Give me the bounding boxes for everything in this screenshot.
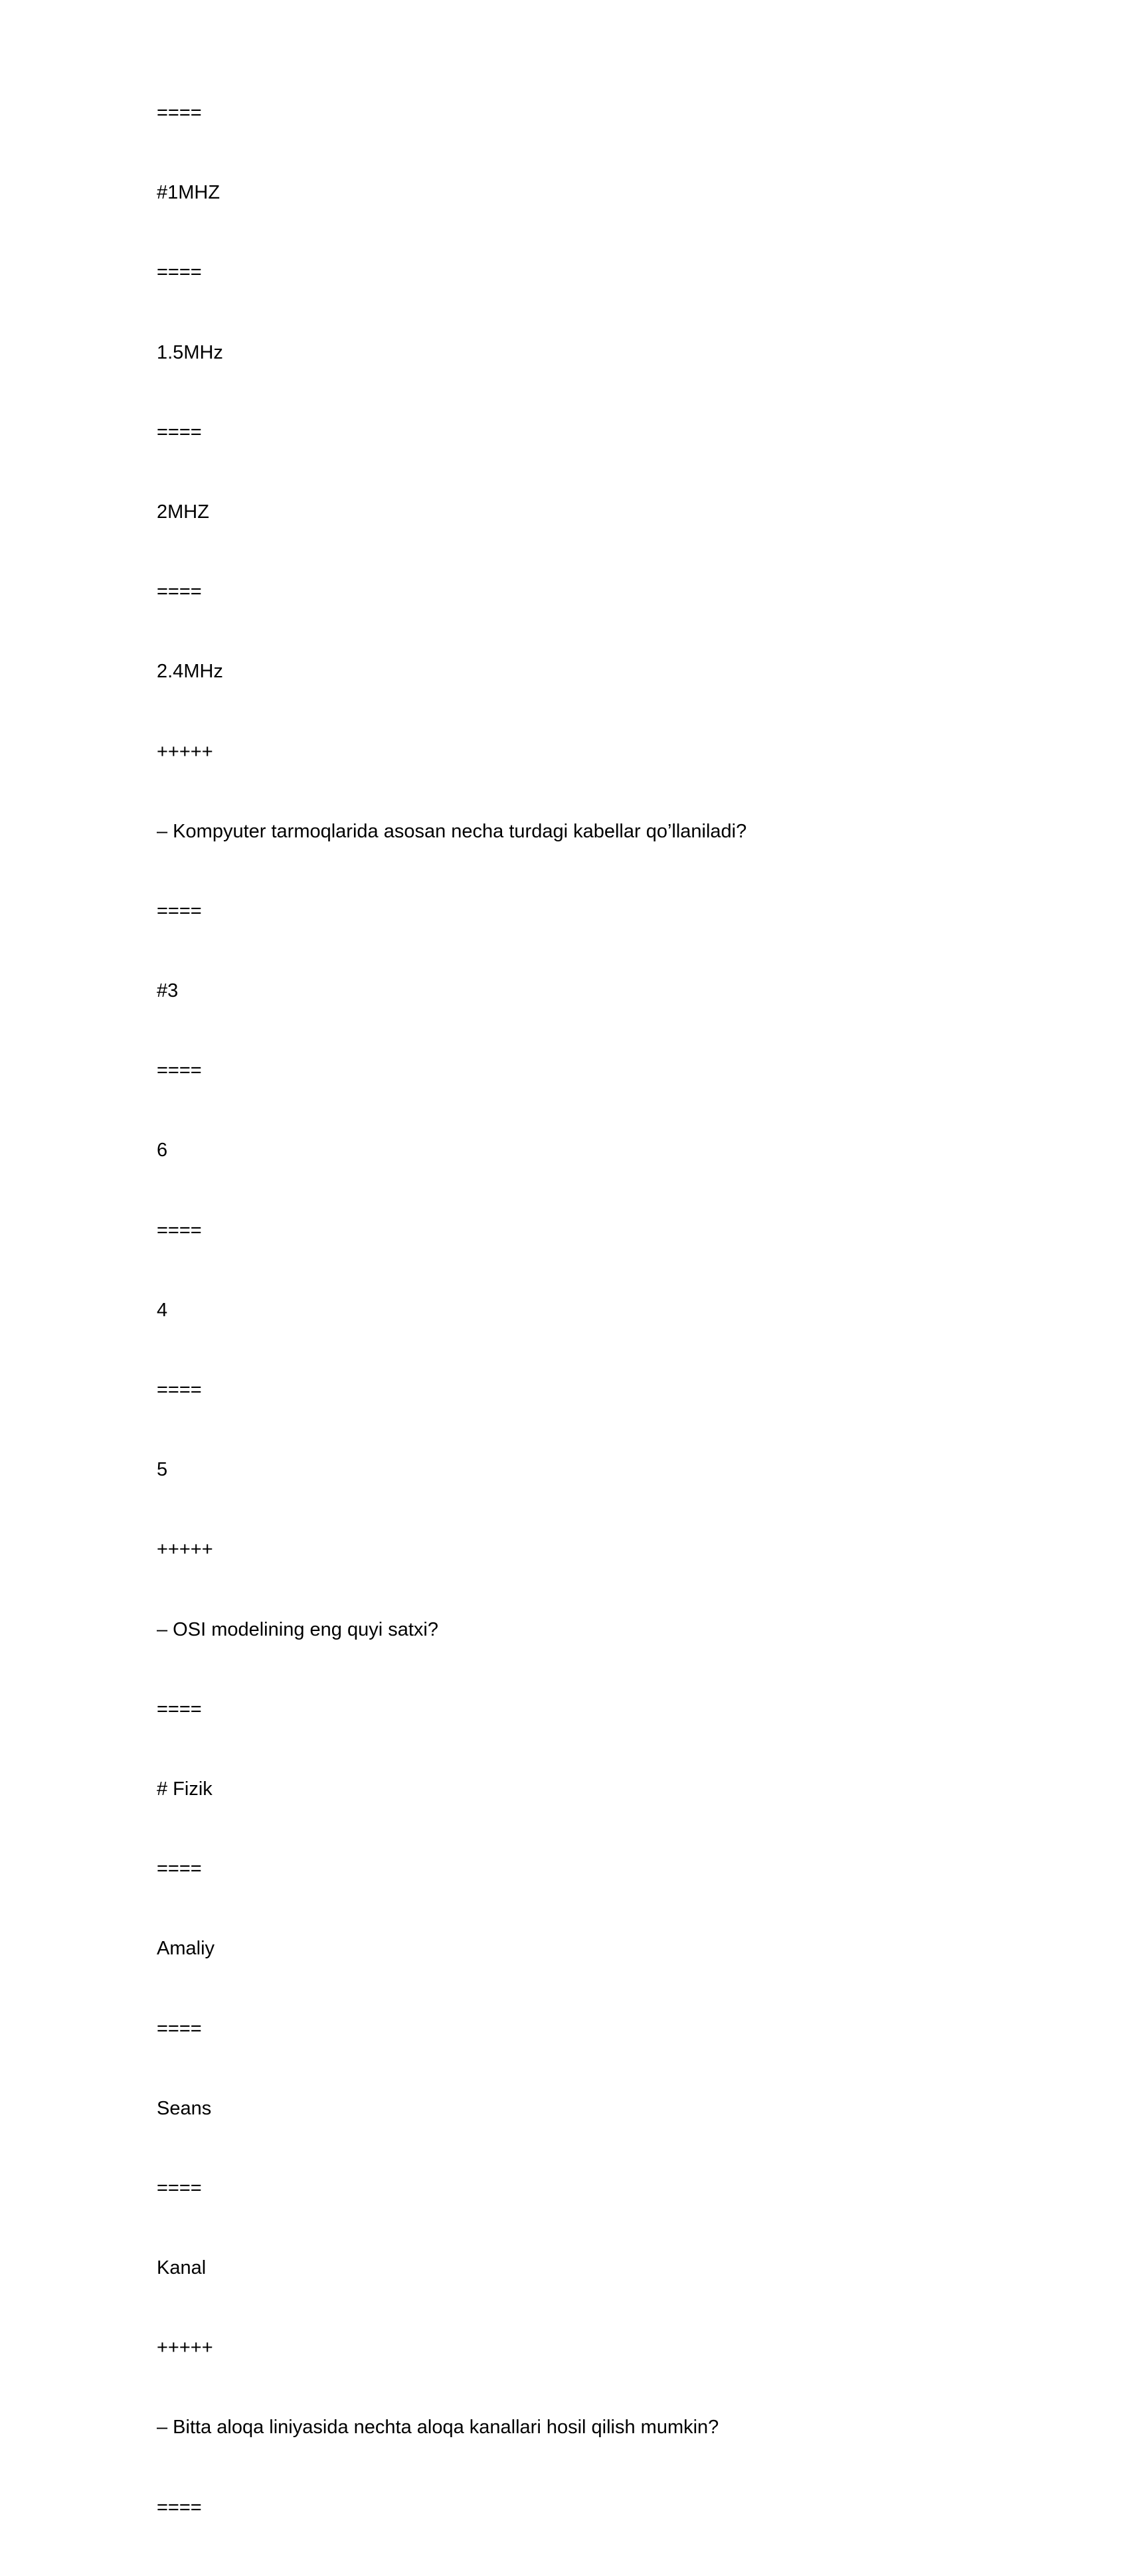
separator-line: ==== xyxy=(157,900,202,922)
separator-line: ==== xyxy=(157,1219,202,1241)
question-separator: +++++ xyxy=(157,1539,213,1561)
document-body xyxy=(157,102,994,2576)
separator-line: ==== xyxy=(157,421,202,443)
question-text: – Kompyuter tarmoqlarida asosan necha turdagi kabellar qo’llaniladi? xyxy=(157,820,747,842)
answer-option: Kanal xyxy=(157,2257,207,2279)
answer-option-correct: #3 xyxy=(157,980,179,1002)
answer-option: 2.4MHz xyxy=(157,661,223,683)
question-text: – Bitta aloqa liniyasida nechta aloqa kanallari hosil qilish mumkin? xyxy=(157,2417,719,2439)
answer-option: 5 xyxy=(157,1459,168,1481)
separator-line: ==== xyxy=(157,581,202,603)
answer-option: 4 xyxy=(157,1299,168,1321)
answer-option: Seans xyxy=(157,2097,212,2119)
separator-line: ==== xyxy=(157,1858,202,1880)
answer-option: 6 xyxy=(157,1140,168,1161)
question-separator: +++++ xyxy=(157,2337,213,2359)
question-text: – OSI modelining eng quyi satxi? xyxy=(157,1618,438,1640)
separator-line: ==== xyxy=(157,2018,202,2039)
separator-line: ==== xyxy=(157,1698,202,1720)
separator-line: ==== xyxy=(157,2496,202,2518)
answer-option-correct: # Fizik xyxy=(157,1778,213,1800)
separator-line: ==== xyxy=(157,1379,202,1401)
answer-option-correct: #1MHZ xyxy=(157,182,220,204)
question-separator: +++++ xyxy=(157,740,213,762)
separator-line: ==== xyxy=(157,2177,202,2199)
separator-line: ==== xyxy=(157,262,202,284)
answer-option: 1.5MHz xyxy=(157,341,223,363)
separator-line: ==== xyxy=(157,102,202,124)
separator-line: ==== xyxy=(157,1060,202,1082)
answer-option: Amaliy xyxy=(157,1938,215,1960)
answer-option: 2MHZ xyxy=(157,501,209,523)
